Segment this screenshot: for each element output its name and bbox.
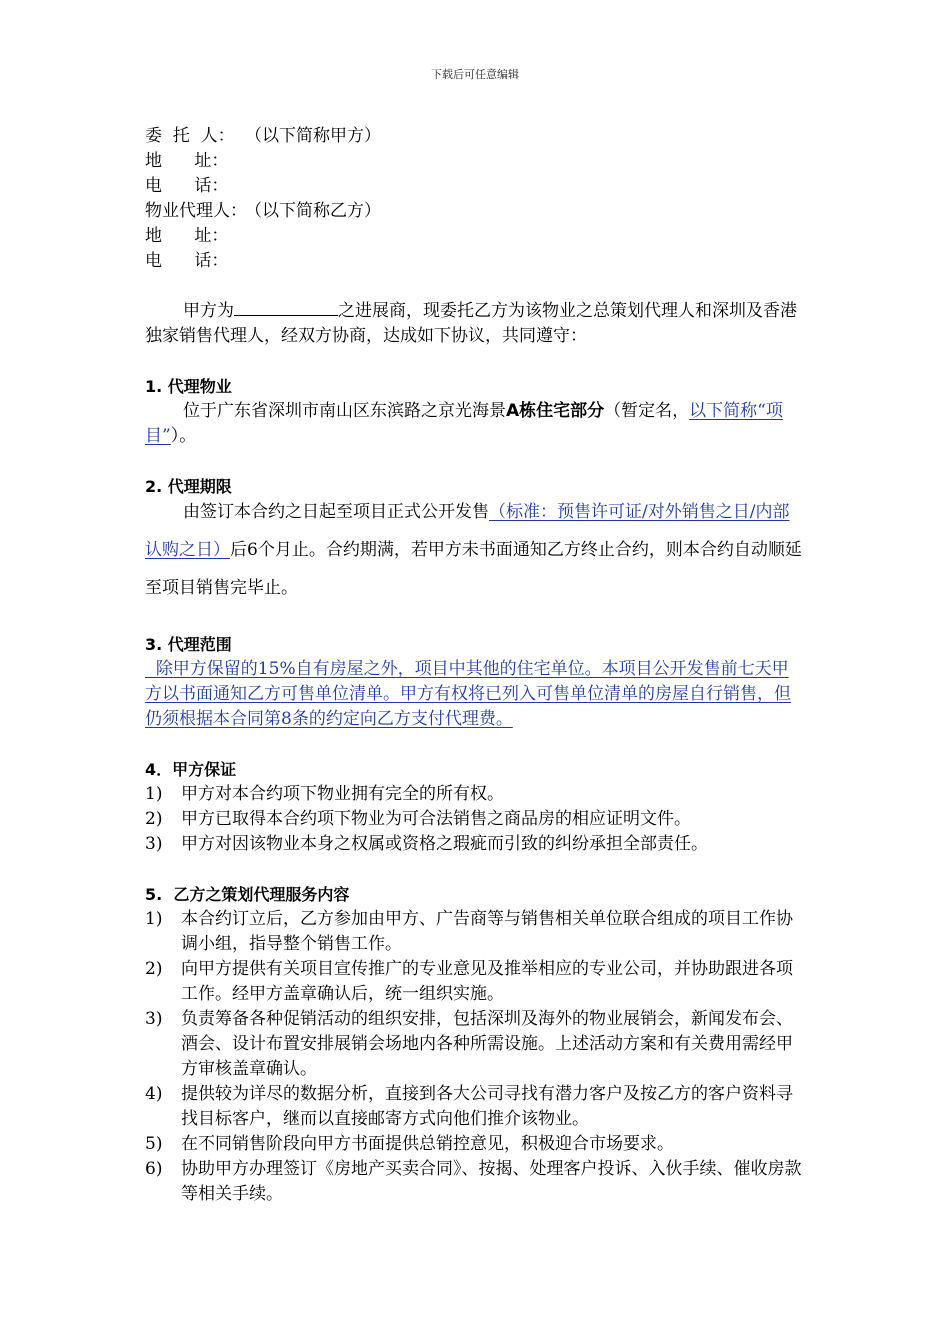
section-2-text: 由签订本合约之日起至项目正式公开发售	[183, 502, 489, 522]
list-item-number: 5)	[145, 1134, 163, 1154]
section-1-title: 1. 代理物业	[145, 377, 232, 396]
party-row-agent-phone	[145, 249, 805, 274]
list-item-number: 2)	[145, 809, 163, 829]
intro-prefix: 甲方为	[183, 301, 234, 321]
section-1-link[interactable]: 以下简称“项目”	[145, 401, 783, 446]
list-item-number: 3)	[145, 1009, 163, 1029]
section-3-body	[145, 657, 805, 732]
list-item	[145, 807, 805, 832]
section-1-text-c: ）。	[170, 426, 197, 446]
section-2-text-b: 后6个月止。合约期满，若甲方未书面通知乙方终止合约，则本合约自动顺延至项目销售完毕止。	[145, 540, 802, 598]
section-1-text: 位于广东省深圳市南山区东滨路之京光海景	[183, 401, 506, 421]
section-2-title: 2. 代理期限	[145, 477, 232, 496]
list-item	[145, 957, 805, 1007]
list-item-text: 提供较为详尽的数据分析，直接到各大公司寻找有潜力客户及按乙方的客户资料寻找目标客户，继而以直接邮寄方式向他们推介该物业。	[181, 1084, 793, 1129]
list-item-number: 6)	[145, 1159, 163, 1179]
list-item-number: 2)	[145, 959, 163, 979]
party-label: 委 托 人：	[145, 126, 235, 146]
section-3-title: 3. 代理范围	[145, 635, 232, 654]
list-item	[145, 907, 805, 957]
intro-suffix: 之进展商，现委托乙方为该物业之总策划代理人和深圳及香港独家销售代理人，经双方协商，达成如下协议，共同遵守：	[145, 301, 797, 346]
list-item-number: 1)	[145, 784, 163, 804]
list-item-text: 协助甲方办理签订《房地产买卖合同》、按揭、处理客户投诉、入伙手续、催收房款等相关手续。	[181, 1159, 802, 1204]
list-item-number: 3)	[145, 834, 163, 854]
list-item-text: 负责筹备各种促销活动的组织安排，包括深圳及海外的物业展销会，新闻发布会、酒会、设计布置安排展销会场地内各种所需设施。上述活动方案和有关费用需经甲方审核盖章确认。	[181, 1009, 793, 1079]
list-item	[145, 832, 805, 857]
list-item	[145, 782, 805, 807]
party-label: 地 址：	[145, 151, 229, 171]
list-item-text: 甲方对本合约项下物业拥有完全的所有权。	[181, 784, 504, 804]
party-label: 电 话：	[145, 176, 229, 196]
section-3-link[interactable]: 除甲方保留的15%自有房屋之外，项目中其他的住宅单位。本项目公开发售前七天甲方以书面通知乙方可售单位清单。甲方有权将已列入可售单位清单的房屋自行销售，但仍须根据本合同第8条的约定向乙方支付代理费。	[145, 659, 791, 729]
section-5-title: 5. 乙方之策划代理服务内容	[145, 885, 350, 904]
party-value: （以下简称甲方）	[245, 126, 381, 146]
list-item-text: 向甲方提供有关项目宣传推广的专业意见及推举相应的专业公司，并协助跟进各项工作。经甲方盖章确认后，统一组织实施。	[181, 959, 793, 1004]
section-1-body	[145, 399, 805, 449]
list-item-text: 甲方对因该物业本身之权属或资格之瑕疵而引致的纠纷承担全部责任。	[181, 834, 708, 854]
party-row-principal	[145, 124, 805, 149]
section-1-text-b: （暂定名，	[604, 401, 690, 421]
list-item-number: 1)	[145, 909, 163, 929]
list-item-number: 4)	[145, 1084, 163, 1104]
party-row-agent	[145, 199, 805, 224]
list-item-text: 本合约订立后，乙方参加由甲方、广告商等与销售相关单位联合组成的项目工作协调小组，指导整个销售工作。	[181, 909, 793, 954]
section-5-list	[145, 907, 805, 1207]
section-2-link[interactable]: （标准：预售许可证/对外销售之日/内部认购之日）	[145, 502, 790, 560]
list-item	[145, 1007, 805, 1082]
intro-paragraph	[145, 299, 805, 349]
developer-blank	[234, 299, 338, 316]
section-4-title: 4．甲方保证	[145, 760, 237, 779]
list-item-text: 甲方已取得本合约项下物业为可合法销售之商品房的相应证明文件。	[181, 809, 691, 829]
list-item	[145, 1082, 805, 1132]
section-4-list	[145, 782, 805, 857]
party-label: 电 话：	[145, 251, 229, 271]
party-row-address	[145, 149, 805, 174]
contract-body	[145, 124, 805, 1207]
parties-block	[145, 124, 805, 274]
party-value: （以下简称乙方）	[245, 201, 381, 221]
list-item	[145, 1132, 805, 1157]
party-label: 地 址：	[145, 226, 229, 246]
list-item	[145, 1157, 805, 1207]
page-header: 下载后可任意编辑	[431, 68, 519, 81]
party-label: 物业代理人：	[145, 201, 247, 221]
list-item-text: 在不同销售阶段向甲方书面提供总销控意见，积极迎合市场要求。	[181, 1134, 674, 1154]
section-1-bold: A栋住宅部分	[506, 401, 605, 421]
party-row-agent-address	[145, 224, 805, 249]
section-2-body	[145, 493, 805, 607]
party-row-phone	[145, 174, 805, 199]
